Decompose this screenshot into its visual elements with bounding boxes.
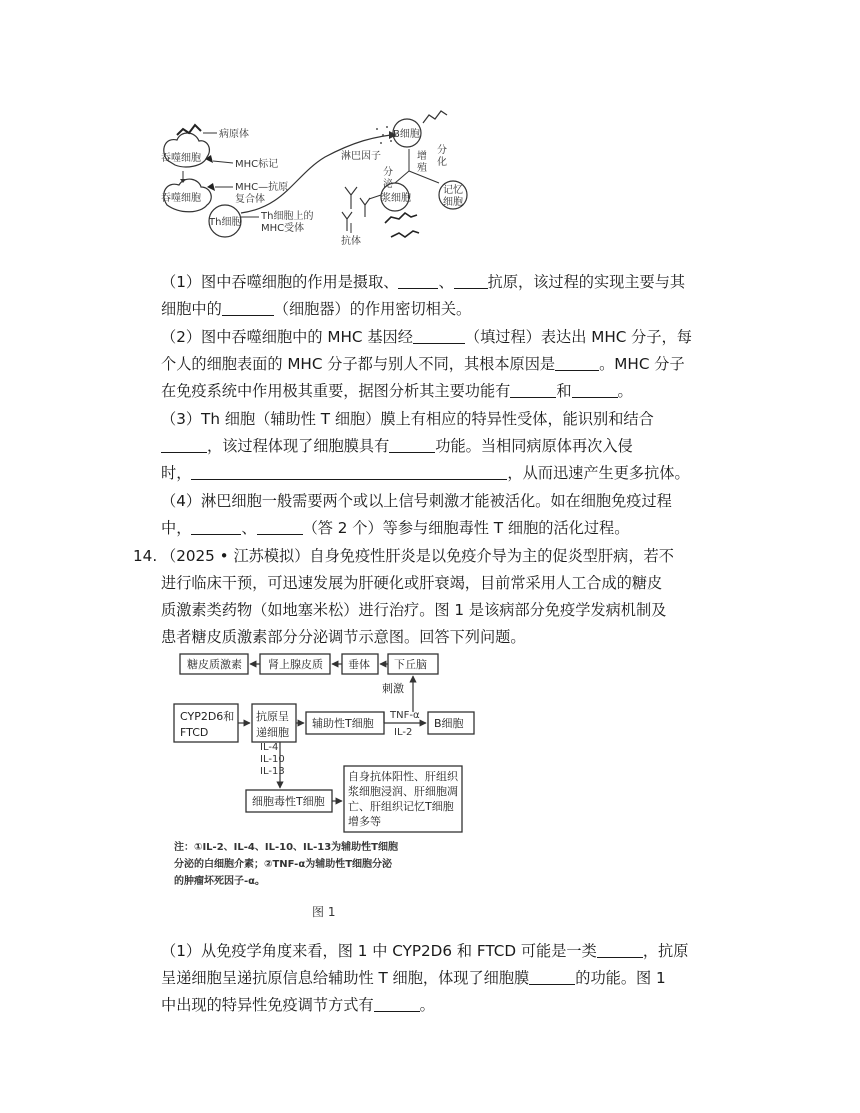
svg-text:CYP2D6和: CYP2D6和 — [180, 710, 235, 723]
blank[interactable] — [597, 939, 643, 958]
label-plasma-cell: 浆细胞 — [381, 193, 411, 204]
blank[interactable] — [222, 297, 274, 316]
label-th-receptor-2: MHC受体 — [261, 223, 305, 234]
svg-text:辅助性T细胞: 辅助性T细胞 — [312, 717, 374, 730]
svg-text:糖皮质激素: 糖皮质激素 — [187, 658, 242, 671]
blank[interactable] — [510, 379, 556, 398]
svg-text:垂体: 垂体 — [348, 658, 370, 671]
blank[interactable] — [572, 379, 618, 398]
label-differentiate-2: 化 — [437, 157, 447, 168]
note-line-1: 注：①IL-2、IL-4、IL-10、IL-13为辅助性T细胞 — [174, 842, 399, 853]
label-th-cell: Th细胞 — [209, 217, 242, 228]
label-phagocyte-1: 吞噬细胞 — [161, 153, 201, 164]
label-phagocyte-2: 吞噬细胞 — [161, 193, 201, 204]
blank[interactable] — [161, 434, 207, 453]
label-il13: IL-13 — [260, 766, 285, 777]
immune-process-diagram — [155, 95, 485, 255]
svg-text:细胞毒性T细胞: 细胞毒性T细胞 — [252, 795, 325, 808]
label-stimulate: 刺激 — [382, 682, 404, 695]
label-mhc-mark: MHC标记 — [235, 159, 279, 170]
q13-part3: （3）Th 细胞（辅助性 T 细胞）膜上有相应的特异性受体，能识别和结合 ，该过程体现了细胞膜具有 功能。当相同病原体再次入侵 时， ，从而迅速产生更多抗体。 — [161, 410, 690, 482]
note-line-2: 分泌的白细胞介素；②TNF-α为辅助性T细胞分泌 — [174, 859, 393, 870]
blank[interactable] — [413, 325, 465, 344]
label-mhc-complex-2: 复合体 — [235, 194, 265, 205]
svg-text:自身抗体阳性、肝组织: 自身抗体阳性、肝组织 — [348, 770, 458, 783]
svg-text:肾上腺皮质: 肾上腺皮质 — [268, 658, 323, 671]
label-secrete-1: 分 — [383, 167, 393, 178]
svg-text:增多等: 增多等 — [348, 815, 381, 828]
pathogen-shape — [177, 125, 201, 135]
figure-caption: 图 1 — [312, 905, 336, 919]
blank[interactable] — [191, 461, 507, 480]
label-proliferate-1: 增 — [417, 151, 427, 162]
label-mhc-complex-1: MHC—抗原 — [235, 182, 289, 193]
svg-text:抗原呈: 抗原呈 — [256, 710, 289, 723]
label-il2: IL-2 — [394, 727, 413, 738]
label-il10: IL-10 — [260, 754, 285, 765]
q13-part4: （4）淋巴细胞一般需要两个或以上信号刺激才能被活化。如在细胞免疫过程 中， 、 （答 2 个）等参与细胞毒性 T 细胞的活化过程。 — [161, 492, 672, 537]
svg-text:浆细胞浸润、肝细胞凋: 浆细胞浸润、肝细胞凋 — [348, 785, 458, 798]
blank[interactable] — [374, 993, 420, 1012]
blank[interactable] — [389, 434, 435, 453]
label-memory-cell-1: 记忆 — [443, 185, 463, 196]
note-line-3: 的肿瘤坏死因子-α。 — [174, 876, 266, 887]
label-th-receptor-1: Th细胞上的 — [261, 211, 314, 222]
label-lymphokine: 淋巴因子 — [341, 151, 381, 162]
label-proliferate-2: 殖 — [417, 163, 427, 174]
label-antibody: 抗体 — [341, 236, 361, 247]
blank[interactable] — [454, 270, 488, 289]
blank[interactable] — [257, 516, 303, 535]
label-tnf: TNF-α — [390, 710, 420, 721]
blank[interactable] — [555, 352, 599, 371]
label-pathogen: 病原体 — [219, 129, 249, 140]
label-differentiate-1: 分 — [437, 145, 447, 156]
label-memory-cell-2: 细胞 — [443, 197, 463, 208]
label-secrete-2: 泌 — [383, 179, 393, 190]
svg-text:亡、肝组织记忆T细胞: 亡、肝组织记忆T细胞 — [348, 800, 454, 813]
blank[interactable] — [398, 270, 438, 289]
question-number: 14. — [133, 547, 158, 565]
svg-text:下丘脑: 下丘脑 — [394, 658, 427, 671]
figure-1-diagram — [170, 648, 480, 923]
svg-text:递细胞: 递细胞 — [256, 726, 289, 739]
label-b-cell: B细胞 — [393, 129, 420, 140]
svg-text:B细胞: B细胞 — [434, 717, 464, 730]
question-14: 14. （2025 • 江苏模拟）自身免疫性肝炎是以免疫介导为主的促炎型肝病，若不 进行临床干预，可迅速发展为肝硬化或肝衰竭，目前常采用人工合成的糖皮 质激素类药物（如地塞米松）进行治疗。图 1 是该病部分免疫学发病机制及 患者糖皮质激素部分分泌调节示意图。回答下列问题。 — [133, 543, 739, 651]
q13-part2: （2）图中吞噬细胞中的 MHC 基因经 （填过程）表达出 MHC 分子，每 个人的细胞表面的 MHC 分子都与别人不同，其根本原因是 。MHC 分子 在免疫系统中作用极其重要，据图分析其主要功能有 和 。 — [161, 324, 737, 405]
q13-part1: （1）图中吞噬细胞的作用是摄取、 、 抗原，该过程的实现主要与其 细胞中的 （细胞器）的作用密切相关。 — [161, 269, 737, 323]
blank[interactable] — [529, 966, 575, 985]
svg-text:FTCD: FTCD — [180, 726, 209, 739]
antibody-shapes — [342, 187, 370, 231]
q14-part1: （1）从免疫学角度来看，图 1 中 CYP2D6 和 FTCD 可能是一类 ，抗原 呈递细胞呈递抗原信息给辅助性 T 细胞，体现了细胞膜 的功能。图 1 中出现的特异性免疫调节方式有 。 — [161, 938, 737, 1019]
blank[interactable] — [191, 516, 241, 535]
label-il4: IL-4 — [260, 742, 279, 753]
